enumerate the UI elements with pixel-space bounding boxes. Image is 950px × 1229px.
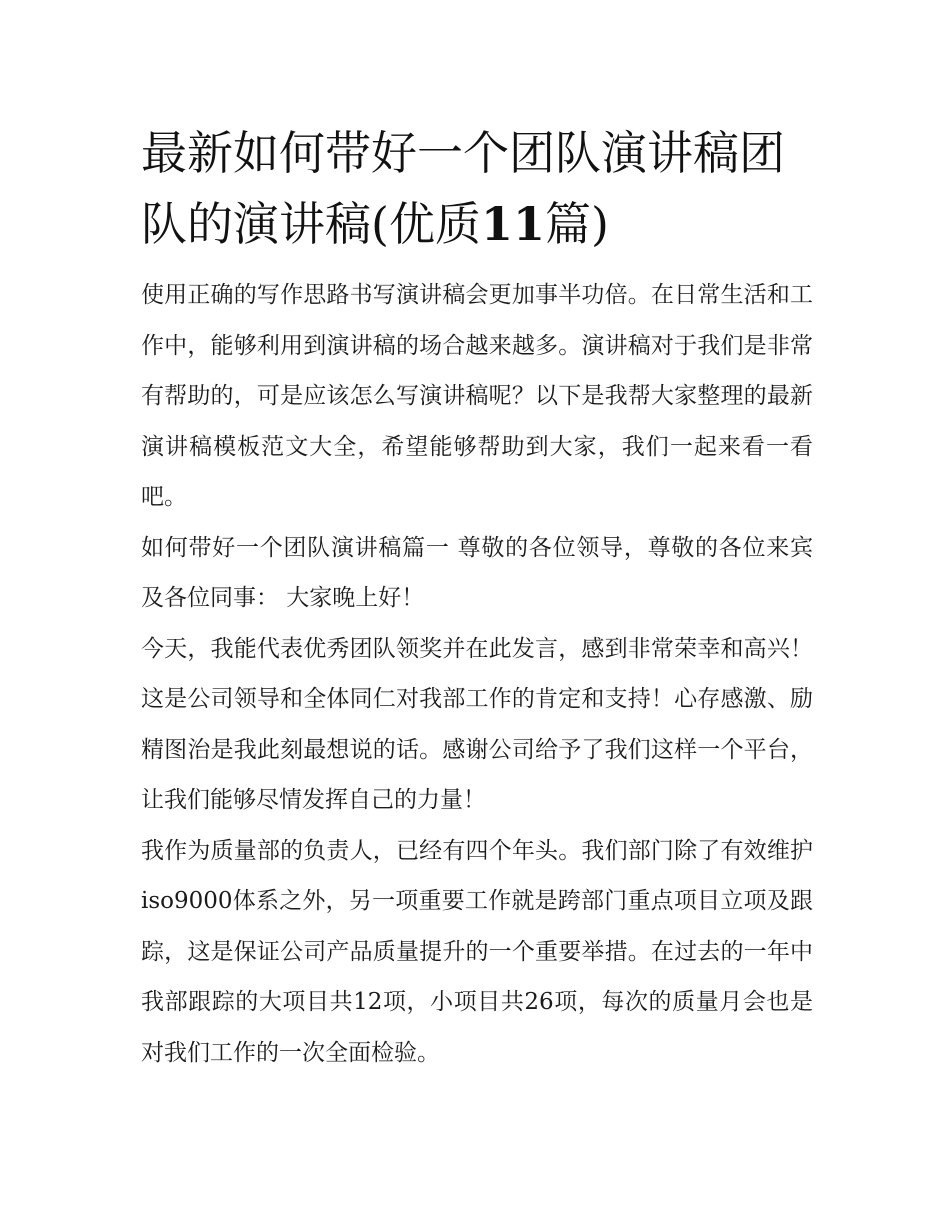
title-suffix: 篇) — [544, 197, 609, 251]
greeting-paragraph: 如何带好一个团队演讲稿篇一 尊敬的各位领导，尊敬的各位来宾及各位同事： 大家晚上好！ — [141, 534, 813, 611]
title-text: 最新如何带好一个团队演讲稿团队的演讲稿(优质 — [141, 126, 785, 251]
body-paragraph-2: 我作为质量部的负责人，已经有四个年头。我们部门除了有效维护iso9000体系之外，另一项重要工作就是跨部门重点项目立项及跟踪，这是保证公司产品质量提升的一个重要举措。在过去的一年中我部跟踪的大项目共12项，小项目共26项，每次的质量月会也是对我们工作的一次全面检验。 — [141, 837, 813, 1066]
body-paragraph-1: 今天，我能代表优秀团队领奖并在此发言，感到非常荣幸和高兴！这是公司领导和全体同仁对我部工作的肯定和支持！心存感激、励精图治是我此刻最想说的话。感谢公司给予了我们这样一个平台，让我们能够尽情发挥自己的力量！ — [141, 635, 813, 813]
intro-paragraph: 使用正确的写作思路书写演讲稿会更加事半功倍。在日常生活和工作中，能够利用到演讲稿的场合越来越多。演讲稿对于我们是非常有帮助的，可是应该怎么写演讲稿呢？以下是我帮大家整理的最新演讲稿模板范文大全，希望能够帮助到大家，我们一起来看一看吧。 — [141, 282, 813, 510]
document-title — [141, 118, 813, 260]
document-page — [141, 118, 813, 1078]
title-number: 11 — [480, 197, 545, 251]
